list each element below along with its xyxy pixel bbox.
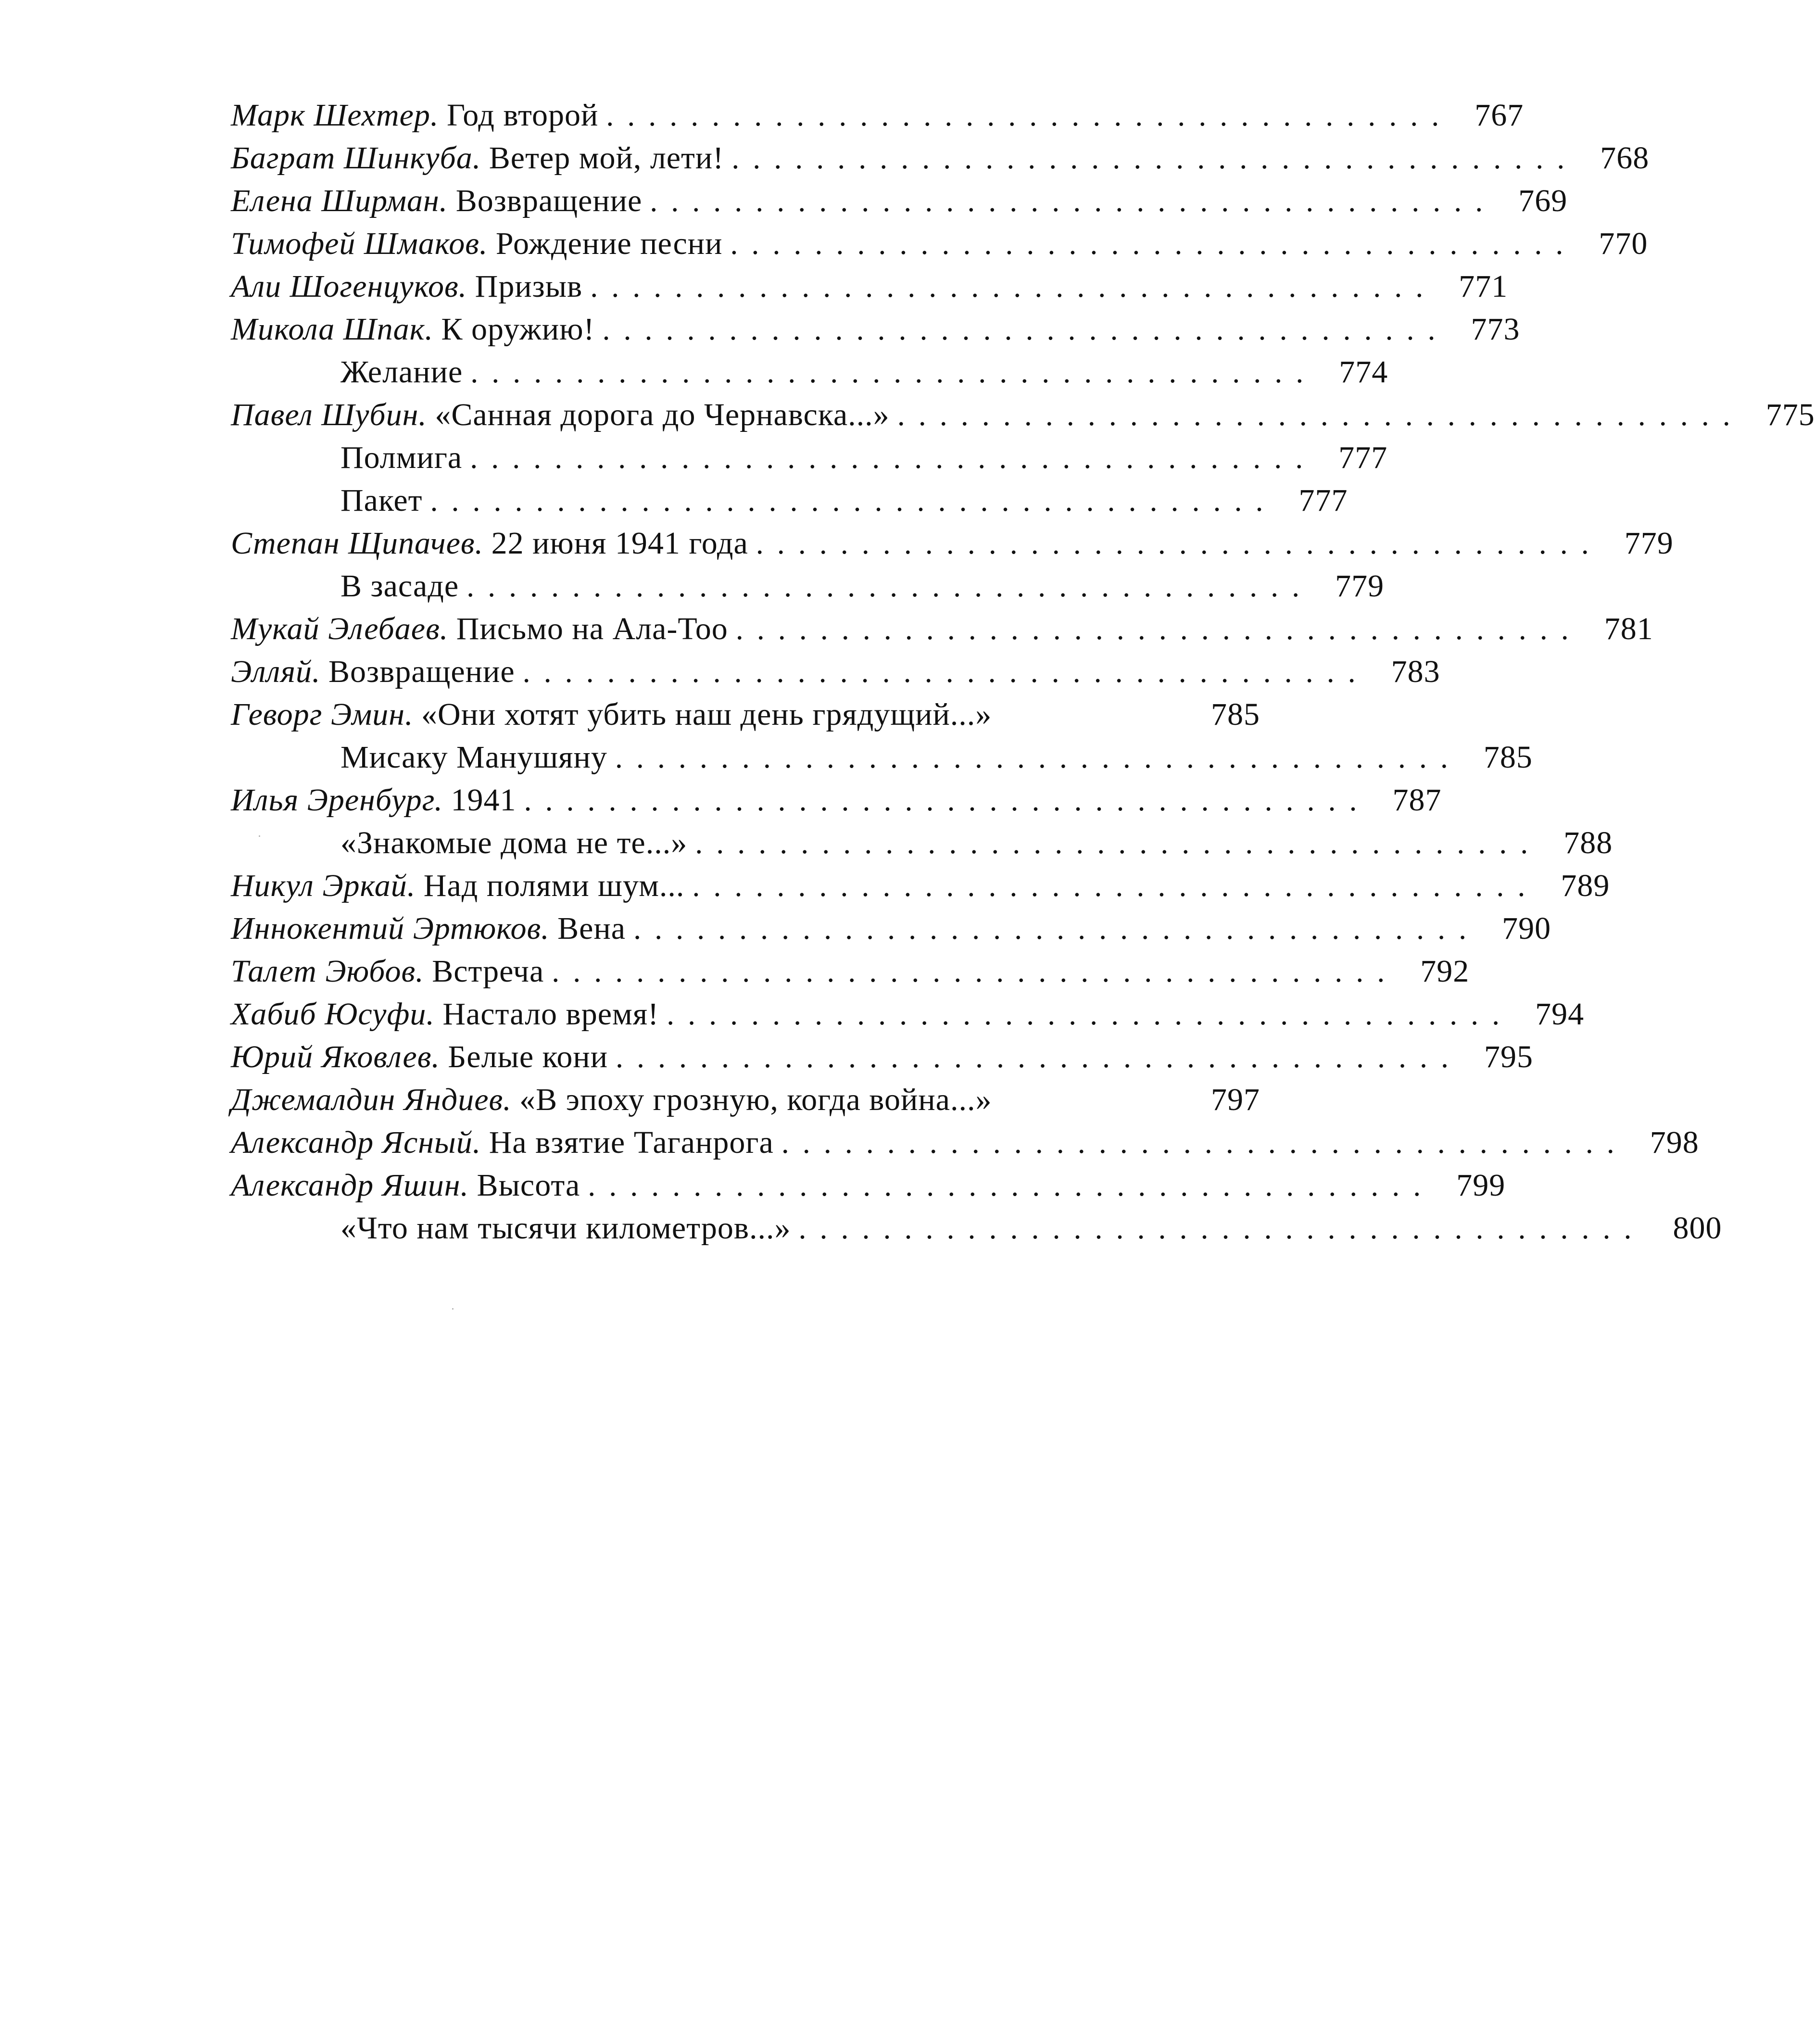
- author-name: Иннокентий Эртюков.: [231, 911, 550, 946]
- author-name: Никул Эркай.: [231, 868, 416, 903]
- dot-leader: ........................................: [466, 569, 1313, 603]
- page-number: 777: [1298, 483, 1348, 518]
- author-name: Талет Эюбов.: [231, 954, 424, 989]
- entry-text: [231, 479, 423, 522]
- dot-leader: ........................................: [633, 911, 1480, 946]
- author-name: Мукай Элебаев.: [231, 611, 449, 646]
- toc-entry-sub: [231, 565, 1385, 607]
- entry-text: [231, 650, 515, 693]
- page-number: 785: [1211, 697, 1260, 732]
- page-number: 794: [1535, 997, 1585, 1032]
- dot-leader: ........................................: [602, 312, 1449, 346]
- work-title: Полмига: [340, 440, 463, 475]
- work-title: Рождение песни: [495, 226, 723, 261]
- toc-entry: [231, 864, 1610, 907]
- entry-text: [231, 94, 598, 137]
- work-title: «В эпоху грозную, когда война...»: [519, 1082, 992, 1117]
- author-name: Павел Шубин.: [231, 397, 427, 432]
- page-number: 769: [1518, 183, 1568, 218]
- entry-text: [231, 1121, 774, 1164]
- author-name: Степан Щипачев.: [231, 526, 484, 561]
- entry-text: [231, 1035, 608, 1078]
- entry-text: [231, 436, 462, 479]
- table-of-contents: [231, 94, 1815, 1249]
- author-name: Илья Эренбург.: [231, 782, 443, 818]
- work-title: Вена: [557, 911, 626, 946]
- toc-entry-sub: [231, 436, 1388, 479]
- work-title: Настало время!: [442, 997, 659, 1032]
- work-title: 1941: [451, 782, 517, 818]
- entry-text: [231, 693, 992, 736]
- author-name: Тимофей Шмаков.: [231, 226, 488, 261]
- author-name: Джемалдин Яндиев.: [231, 1082, 512, 1117]
- work-title: «Что нам тысячи километров...»: [340, 1211, 791, 1246]
- dot-leader: ........................................: [897, 398, 1744, 432]
- work-title: Высота: [477, 1168, 580, 1203]
- page-number: 800: [1673, 1211, 1722, 1246]
- page-number: 797: [1211, 1082, 1260, 1117]
- author-name: Элляй.: [231, 654, 321, 689]
- entry-text: [231, 393, 890, 436]
- work-title: Призыв: [475, 269, 583, 304]
- dot-leader: ........................................: [756, 526, 1602, 560]
- work-title: «Знакомые дома не те...»: [340, 825, 688, 860]
- dot-leader: ........................................: [650, 184, 1497, 218]
- entry-text: [231, 907, 626, 950]
- page-number: 770: [1599, 226, 1648, 261]
- dot-leader: ........................................: [552, 954, 1399, 988]
- work-title: В засаде: [340, 568, 459, 604]
- page-number: 768: [1600, 140, 1650, 176]
- toc-entry: [231, 222, 1648, 265]
- page-number: 773: [1471, 312, 1520, 347]
- entry-text: [231, 779, 517, 821]
- page-number: 799: [1456, 1168, 1506, 1203]
- page-number: 775: [1765, 397, 1815, 432]
- dot-leader: ........................................: [735, 612, 1582, 646]
- author-name: Юрий Яковлев.: [231, 1039, 440, 1074]
- work-title: Возвращение: [455, 183, 643, 218]
- toc-entry: [231, 393, 1815, 436]
- dot-leader: ........................................: [695, 826, 1542, 860]
- page-number: 779: [1624, 526, 1674, 561]
- toc-entry: [231, 1164, 1506, 1207]
- author-name: Геворг Эмин.: [231, 697, 414, 732]
- toc-entry: [231, 1121, 1699, 1164]
- work-title: Возвращение: [328, 654, 515, 689]
- toc-entry: [231, 779, 1442, 821]
- toc-entry: [231, 94, 1524, 137]
- entry-text: [231, 821, 687, 864]
- toc-entry: [231, 950, 1470, 993]
- author-name: Марк Шехтер.: [231, 98, 439, 133]
- author-name: Александр Ясный.: [231, 1125, 481, 1160]
- toc-entry-sub: [231, 1207, 1722, 1249]
- dot-leader: ........................................: [470, 355, 1317, 389]
- entry-text: [231, 137, 724, 179]
- toc-entry: [231, 522, 1674, 565]
- toc-entry: [231, 265, 1508, 308]
- paper-speck: [259, 835, 260, 837]
- toc-entry: [231, 1078, 1260, 1121]
- toc-entry: [231, 993, 1585, 1035]
- page-number: 771: [1459, 269, 1508, 304]
- entry-text: [231, 1164, 580, 1207]
- dot-leader: ........................................: [781, 1125, 1628, 1160]
- page-number: 781: [1604, 611, 1653, 646]
- toc-entry: [231, 693, 1260, 736]
- toc-entry-sub: [231, 821, 1613, 864]
- dot-leader: ........................................: [615, 740, 1462, 774]
- entry-text: [231, 1078, 992, 1121]
- author-name: Александр Яшин.: [231, 1168, 469, 1203]
- page-number: 785: [1483, 740, 1533, 775]
- entry-text: [231, 993, 659, 1035]
- page-number: 777: [1338, 440, 1388, 475]
- toc-entry-sub: [231, 736, 1533, 779]
- work-title: К оружию!: [441, 312, 595, 347]
- entry-text: [231, 864, 684, 907]
- dot-leader: ........................................: [588, 1168, 1435, 1202]
- page-number: 790: [1502, 911, 1551, 946]
- page-number: 774: [1339, 354, 1388, 390]
- dot-leader: ........................................: [606, 98, 1453, 132]
- entry-text: [231, 179, 642, 222]
- dot-leader: ........................................: [590, 269, 1437, 303]
- work-title: Мисаку Манушяну: [340, 740, 607, 775]
- page-number: 788: [1563, 825, 1613, 860]
- work-title: Пакет: [340, 483, 423, 518]
- entry-text: [231, 222, 722, 265]
- entry-text: [231, 522, 748, 565]
- entry-text: [231, 265, 582, 308]
- toc-entry: [231, 1035, 1534, 1078]
- entry-text: [231, 736, 607, 779]
- work-title: На взятие Таганрога: [489, 1125, 774, 1160]
- dot-leader: ........................................: [667, 997, 1513, 1031]
- page-number: 798: [1650, 1125, 1699, 1160]
- toc-entry: [231, 607, 1653, 650]
- author-name: Хабиб Юсуфи.: [231, 997, 435, 1032]
- toc-entry: [231, 907, 1551, 950]
- dot-leader: ........................................: [430, 483, 1277, 517]
- work-title: Желание: [340, 354, 463, 390]
- work-title: Встреча: [432, 954, 544, 989]
- work-title: Год второй: [446, 98, 599, 133]
- dot-leader: ........................................: [730, 227, 1577, 261]
- dot-leader: ........................................: [524, 783, 1371, 817]
- entry-text: [231, 1207, 791, 1249]
- author-name: Баграт Шинкуба.: [231, 140, 481, 176]
- toc-entry: [231, 650, 1440, 693]
- work-title: Письмо на Ала-Тоо: [456, 611, 728, 646]
- toc-entry-sub: [231, 351, 1388, 393]
- page-number: 795: [1484, 1039, 1534, 1074]
- dot-leader: ........................................: [798, 1211, 1645, 1245]
- entry-text: [231, 950, 544, 993]
- toc-entry: [231, 179, 1568, 222]
- author-name: Елена Ширман.: [231, 183, 448, 218]
- entry-text: [231, 607, 728, 650]
- entry-text: [231, 351, 463, 393]
- toc-entry-sub: [231, 479, 1348, 522]
- page-number: 789: [1561, 868, 1610, 903]
- dot-leader: ........................................: [522, 655, 1369, 689]
- dot-leader: ........................................: [731, 141, 1578, 175]
- page-number: 787: [1392, 782, 1442, 818]
- entry-text: [231, 308, 595, 351]
- toc-entry: [231, 308, 1520, 351]
- work-title: 22 июня 1941 года: [491, 526, 748, 561]
- work-title: «Санная дорога до Чернавска...»: [435, 397, 890, 432]
- page-number: 783: [1391, 654, 1440, 689]
- dot-leader: ........................................: [470, 441, 1317, 475]
- work-title: Ветер мой, лети!: [489, 140, 724, 176]
- author-name: Али Шогенцуков.: [231, 269, 467, 304]
- paper-speck: [452, 1308, 454, 1310]
- dot-leader: ........................................: [616, 1040, 1462, 1074]
- toc-entry: [231, 137, 1650, 179]
- dot-leader: ........................................: [692, 869, 1539, 903]
- page-number: 779: [1335, 568, 1385, 604]
- page-number: 792: [1420, 954, 1470, 989]
- author-name: Микола Шпак.: [231, 312, 433, 347]
- work-title: Белые кони: [448, 1039, 608, 1074]
- work-title: «Они хотят убить наш день грядущий...»: [421, 697, 992, 732]
- page-number: 767: [1475, 98, 1524, 133]
- work-title: Над полями шум...: [423, 868, 685, 903]
- entry-text: [231, 565, 459, 607]
